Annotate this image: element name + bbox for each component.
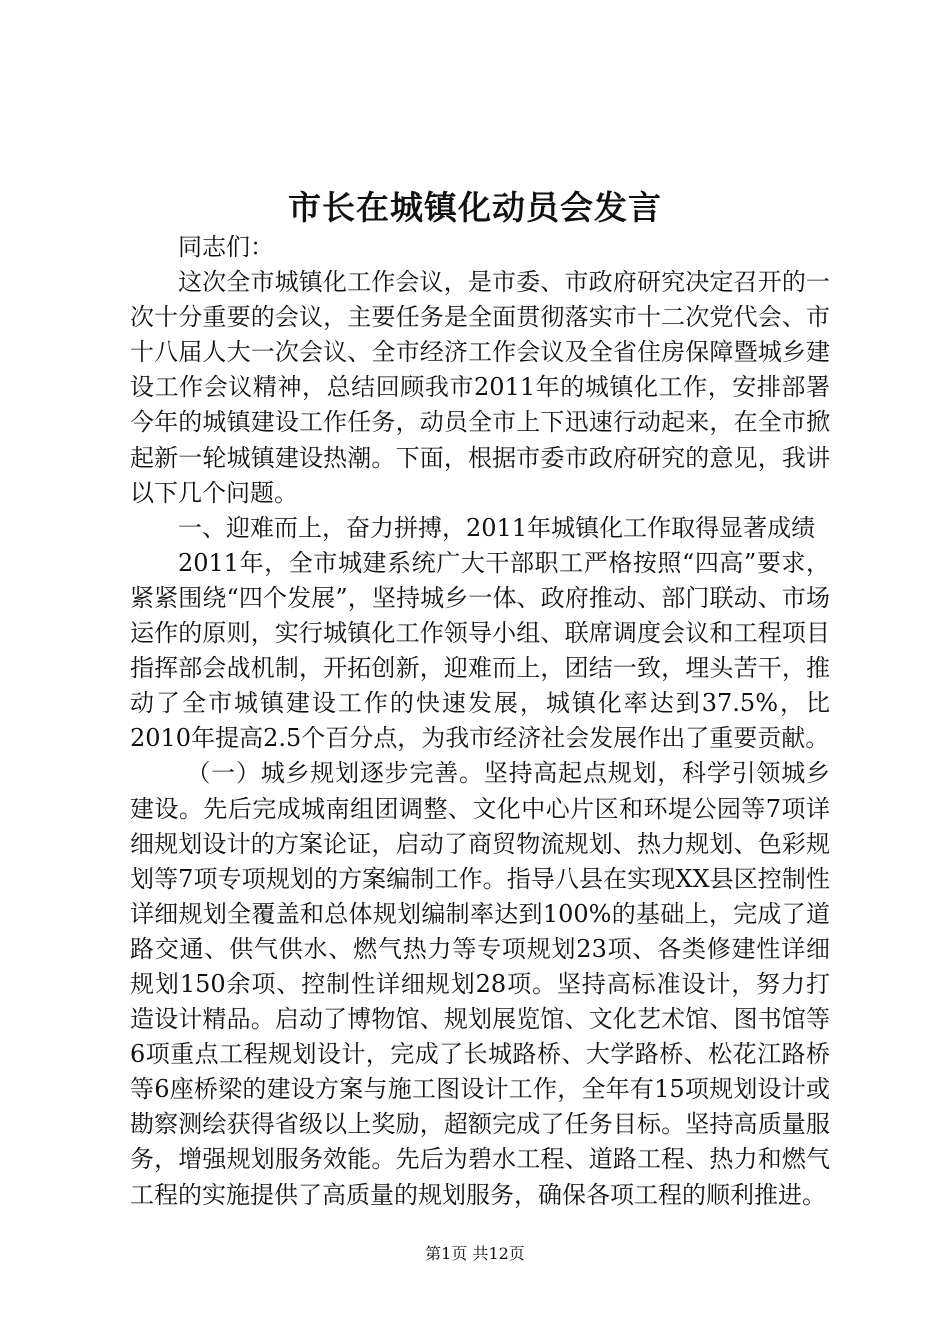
page-footer: 第1页 共12页: [425, 1244, 525, 1263]
intro-paragraph: 这次全市城镇化工作会议，是市委、市政府研究决定召开的一次十分重要的会议，主要任务是全面贯彻落实市十二次党代会、市十八届人大一次会议、全市经济工作会议及全省住房保障暨城乡建设工作会议精神，总结回顾我市2011年的城镇化工作，安排部署今年的城镇建设工作任务，动员全市上下迅速行动起来，在全市掀起新一轮城镇建设热潮。下面，根据市委市政府研究的意见，我讲以下几个问题。: [130, 268, 830, 507]
document-body: [130, 230, 830, 1213]
subsection-paragraph-1: （一）城乡规划逐步完善。坚持高起点规划，科学引领城乡建设。先后完成城南组团调整、文化中心片区和环堤公园等7项详细规划设计的方案论证，启动了商贸物流规划、热力规划、色彩规划等7项专项规划的方案编制工作。指导八县在实现XX县区控制性详细规划全覆盖和总体规划编制率达到100%的基础上，完成了道路交通、供气供水、燃气热力等专项规划23项、各类修建性详细规划150余项、控制性详细规划28项。坚持高标准设计，努力打造设计精品。启动了博物馆、规划展览馆、文化艺术馆、图书馆等6项重点工程规划设计，完成了长城路桥、大学路桥、松花江路桥等6座桥梁的建设方案与施工图设计工作，全年有15项规划设计或勘察测绘获得省级以上奖励，超额完成了任务目标。坚持高质量服务，增强规划服务效能。先后为碧水工程、道路工程、热力和燃气工程的实施提供了高质量的规划服务，确保各项工程的顺利推进。: [130, 759, 830, 1209]
summary-paragraph: 2011年，全市城建系统广大干部职工严格按照“四高”要求，紧紧围绕“四个发展”，坚持城乡一体、政府推动、部门联动、市场运作的原则，实行城镇化工作领导小组、联席调度会议和工程项目指挥部会战机制，开拓创新，迎难而上，团结一致，埋头苦干，推动了全市城镇建设工作的快速发展，城镇化率达到37.5%，比2010年提高2.5个百分点，为我市经济社会发展作出了重要贡献。: [130, 548, 830, 753]
document-title: 市长在城镇化动员会发言: [288, 188, 662, 227]
salutation-paragraph: 同志们：: [178, 233, 274, 261]
section-heading-1: 一、迎难而上，奋力拼搏，2011年城镇化工作取得显著成绩: [178, 513, 816, 542]
